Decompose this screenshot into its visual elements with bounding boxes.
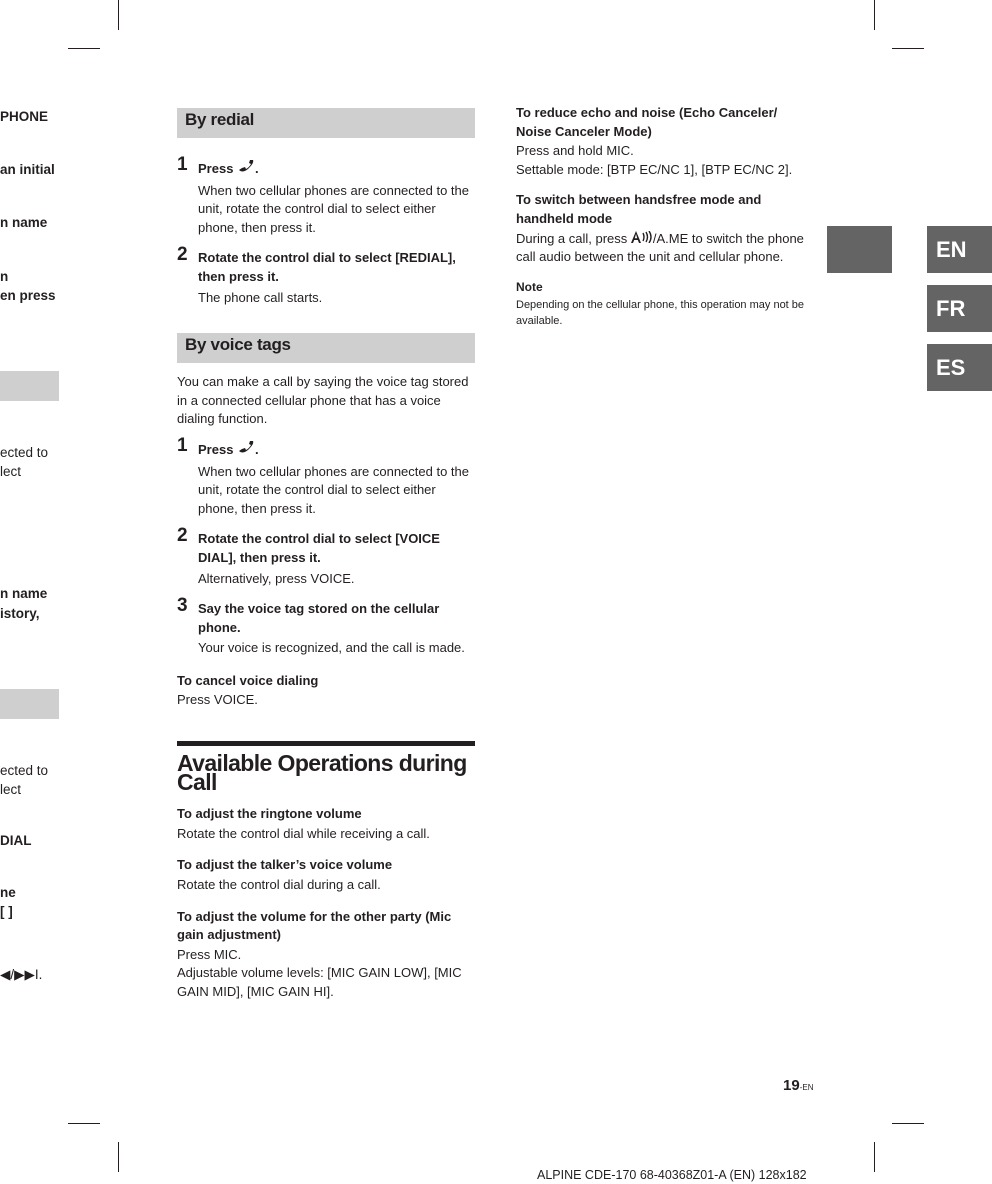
step-heading: Rotate the control dial to select [REDIAL], then press it.: [198, 250, 456, 284]
step-number: 2: [177, 525, 188, 547]
left-fragment: ◀/▶▶I.: [0, 967, 43, 982]
phone-icon: [237, 161, 255, 176]
crop-mark: [892, 48, 924, 49]
left-fragment: n name: [0, 215, 48, 230]
step-body: The phone call starts.: [198, 289, 323, 305]
tab-fr: FR: [927, 285, 992, 332]
left-fragment: ne: [0, 885, 16, 900]
voice-step-1: 1 Press . When two cellular phones are connected to the unit, rotate the control dial to select either phone, then press it.: [177, 440, 475, 518]
section-heading-voice-tags: By voice tags: [177, 333, 475, 363]
left-fragment: lect: [0, 464, 22, 479]
left-fragment: DIAL: [0, 833, 32, 848]
step-heading: Rotate the control dial to select [VOICE DIAL], then press it.: [198, 531, 440, 565]
voice-speaker-icon: [631, 231, 653, 246]
echo-body: Press and hold MIC.: [516, 143, 634, 159]
echo-title: To reduce echo and noise (Echo Canceler/ Noise Canceler Mode): [516, 105, 778, 139]
left-fragment: an initial: [0, 162, 55, 177]
crop-mark: [68, 48, 100, 49]
left-fragment: [ ]: [0, 904, 13, 919]
note-label: Note: [516, 279, 543, 294]
step-body: When two cellular phones are connected to the unit, rotate the control dial to select either phone, then press it.: [198, 182, 470, 235]
crop-mark: [874, 1142, 875, 1172]
voice-step-2: [177, 525, 475, 588]
ringtone-volume-title: To adjust the ringtone volume: [177, 806, 362, 822]
switch-title: To switch between handsfree mode and handheld mode: [516, 192, 762, 226]
step-number: 1: [177, 434, 188, 456]
left-fragment: PHONE: [0, 109, 49, 124]
echo-modes: Settable mode: [BTP EC/NC 1], [BTP EC/NC 2].: [516, 161, 793, 177]
step-heading: Press: [198, 441, 238, 457]
left-fragment: istory,: [0, 606, 40, 621]
switch-body: During a call, press /A.ME to switch the phone call audio between the unit and cellular phone.: [516, 230, 804, 265]
section-heading-redial: By redial: [177, 108, 475, 138]
left-section-bar: [0, 689, 59, 719]
left-fragment: en press: [0, 288, 56, 303]
step-body: Your voice is recognized, and the call is made.: [198, 640, 465, 656]
talker-volume-title: To adjust the talker’s voice volume: [177, 857, 393, 873]
redial-step-1: 1 Press . When two cellular phones are connected to the unit, rotate the control dial to select either phone, then press it.: [177, 159, 475, 237]
footer-label: ALPINE CDE-170 68-40368Z01-A (EN) 128x182: [537, 1168, 807, 1182]
step-number: 2: [177, 244, 188, 266]
left-fragment: ected to: [0, 763, 49, 778]
left-fragment: lect: [0, 782, 22, 797]
crop-mark: [118, 1142, 119, 1172]
crop-mark: [68, 1123, 100, 1124]
redial-step-2: [177, 244, 475, 307]
talker-volume-body: Rotate the control dial during a call.: [177, 877, 381, 893]
mic-gain-body: Press MIC.: [177, 946, 242, 962]
section-rule: [177, 741, 475, 746]
left-section-bar: [0, 371, 59, 401]
voice-intro: You can make a call by saying the voice tag stored in a connected cellular phone that has a voice dialing function.: [177, 374, 469, 427]
mic-gain-title: To adjust the volume for the other party (Mic gain adjustment): [177, 908, 452, 943]
tab-en: EN: [927, 226, 992, 273]
left-fragment: n: [0, 269, 9, 284]
step-number: 3: [177, 595, 188, 617]
crop-mark: [892, 1123, 924, 1124]
cancel-voice-title: To cancel voice dialing: [177, 672, 319, 688]
mic-gain-levels: Adjustable volume levels: [MIC GAIN LOW], [MIC GAIN MID], [MIC GAIN HI].: [177, 965, 462, 999]
tab-es: ES: [927, 344, 992, 391]
left-fragment: ected to: [0, 445, 49, 460]
ringtone-volume-body: Rotate the control dial while receiving a call.: [177, 825, 430, 841]
step-body: When two cellular phones are connected to the unit, rotate the control dial to select either phone, then press it.: [198, 463, 470, 516]
crop-mark: [874, 0, 875, 30]
left-fragment: n name: [0, 586, 48, 601]
voice-step-3: [177, 595, 475, 658]
step-number: 1: [177, 154, 188, 175]
step-heading: Say the voice tag stored on the cellular phone.: [198, 601, 440, 635]
cancel-voice-body: Press VOICE.: [177, 692, 258, 708]
step-body: Alternatively, press VOICE.: [198, 570, 355, 586]
crop-mark: [118, 0, 119, 30]
phone-icon: [237, 442, 255, 457]
step-heading: Press: [198, 161, 238, 176]
note-body: Depending on the cellular phone, this operation may not be available.: [516, 298, 805, 327]
page-number: 19-EN: [783, 1077, 814, 1094]
language-marker: [827, 226, 892, 273]
column-2: [516, 104, 816, 329]
column-1: [177, 108, 475, 1002]
available-operations-title: Available Operations during Call: [177, 750, 467, 795]
